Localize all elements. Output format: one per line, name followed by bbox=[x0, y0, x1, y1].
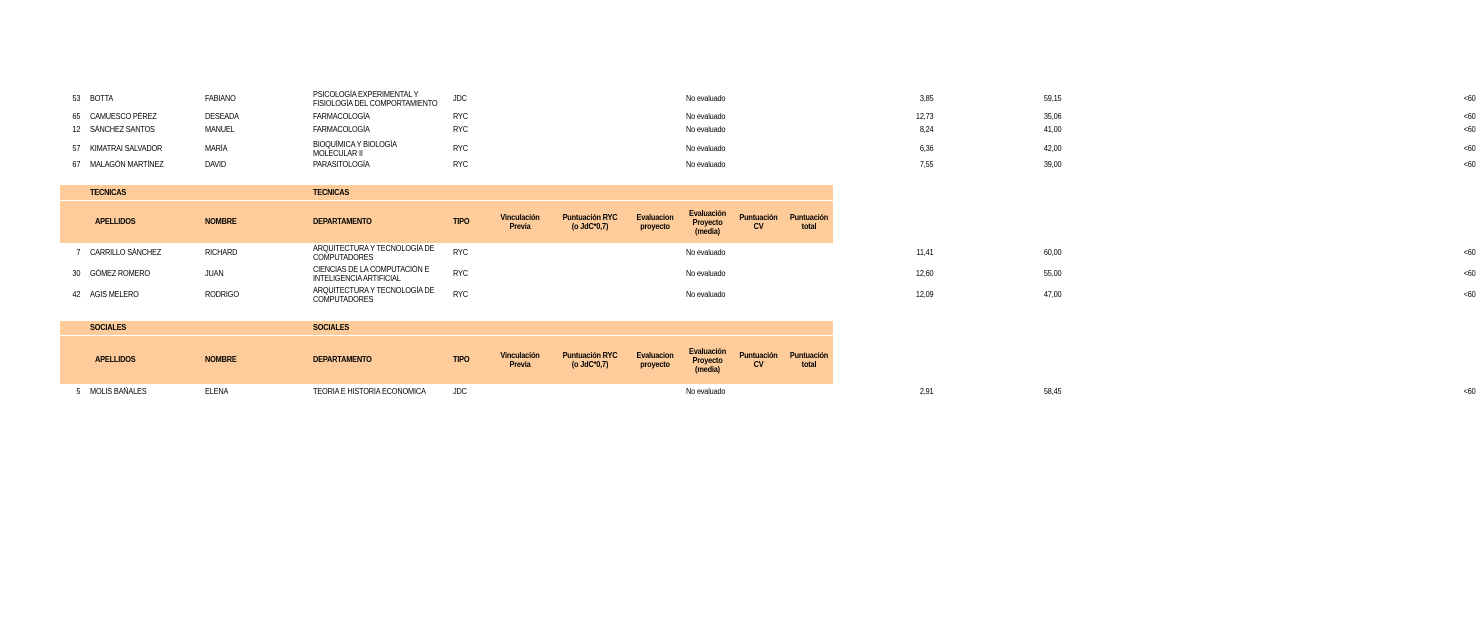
column-header-band bbox=[60, 201, 833, 243]
header-nombre: NOMBRE bbox=[205, 355, 237, 364]
departamento-cell: MOLECULAR II bbox=[313, 149, 363, 158]
nombre-cell: RODRIGO bbox=[205, 290, 239, 299]
evaluacion-media-cell: No evaluado bbox=[686, 112, 726, 121]
header-puntuacion-cv: CV bbox=[753, 360, 764, 369]
header-evaluacion-media: (media) bbox=[695, 364, 720, 374]
apellidos-cell: SÁNCHEZ SANTOS bbox=[90, 125, 155, 134]
apellidos-cell: BOTTA bbox=[90, 94, 114, 103]
nombre-cell: ELENA bbox=[205, 387, 229, 396]
header-puntuacion-ryc: Puntuación RYC bbox=[562, 351, 618, 360]
tipo-cell: JDC bbox=[453, 387, 467, 396]
departamento-cell: COMPUTADORES bbox=[313, 295, 374, 304]
header-tipo: TIPO bbox=[453, 217, 470, 226]
section-title-left: SOCIALES bbox=[90, 323, 127, 332]
header-puntuacion-cv: Puntuación bbox=[739, 213, 778, 222]
puntuacion-ryc-cell: 58,45 bbox=[1043, 387, 1062, 396]
puntuacion-ryc-cell: 60,00 bbox=[1043, 248, 1062, 257]
header-evaluacion-proyecto: proyecto bbox=[640, 360, 670, 369]
row-number: 7 bbox=[76, 248, 81, 257]
vinculacion-cell: 6,36 bbox=[919, 144, 934, 153]
header-evaluacion-media: Evaluación bbox=[688, 208, 727, 218]
puntuacion-total-cell: <60 bbox=[1463, 144, 1476, 153]
vinculacion-cell: 7,55 bbox=[919, 160, 934, 169]
tipo-cell: JDC bbox=[453, 94, 467, 103]
departamento-cell: INTELIGENCIA ARTIFICIAL bbox=[313, 274, 401, 283]
nombre-cell: JUAN bbox=[205, 269, 224, 278]
row-number: 57 bbox=[72, 144, 81, 153]
header-apellidos: APELLIDOS bbox=[95, 355, 136, 364]
apellidos-cell: CAMUESCO PÉREZ bbox=[90, 112, 157, 121]
puntuacion-total-cell: <60 bbox=[1463, 269, 1476, 278]
vinculacion-cell: 12,73 bbox=[915, 112, 934, 121]
nombre-cell: MANUEL bbox=[205, 125, 235, 134]
puntuacion-ryc-cell: 42,00 bbox=[1043, 144, 1062, 153]
evaluacion-media-cell: No evaluado bbox=[686, 248, 726, 257]
header-vinculacion: Vinculación bbox=[500, 351, 540, 360]
puntuacion-total-cell: <60 bbox=[1463, 94, 1476, 103]
header-puntuacion-total: Puntuación bbox=[789, 213, 829, 222]
row-number: 53 bbox=[72, 94, 81, 103]
puntuacion-ryc-cell: 39,00 bbox=[1043, 160, 1062, 169]
header-evaluacion-proyecto: proyecto bbox=[640, 222, 670, 231]
puntuacion-ryc-cell: 55,00 bbox=[1043, 269, 1062, 278]
row-number: 65 bbox=[72, 112, 81, 121]
apellidos-cell: MOLIS BAÑALES bbox=[90, 387, 147, 396]
tipo-cell: RYC bbox=[453, 269, 468, 278]
apellidos-cell: MALAGÓN MARTÍNEZ bbox=[90, 160, 164, 169]
header-evaluacion-proyecto: Evaluacion bbox=[636, 213, 674, 222]
row-number: 42 bbox=[72, 290, 81, 299]
evaluacion-media-cell: No evaluado bbox=[686, 387, 726, 396]
puntuacion-total-cell: <60 bbox=[1463, 387, 1476, 396]
vinculacion-cell: 8,24 bbox=[919, 125, 934, 134]
row-number: 67 bbox=[72, 160, 81, 169]
departamento-cell: BIOQUÍMICA Y BIOLOGÍA bbox=[313, 140, 397, 149]
header-nombre: NOMBRE bbox=[205, 217, 237, 226]
row-number: 5 bbox=[76, 387, 81, 396]
puntuacion-ryc-cell: 35,06 bbox=[1043, 112, 1062, 121]
evaluacion-media-cell: No evaluado bbox=[686, 125, 726, 134]
header-evaluacion-media: Proyecto bbox=[692, 355, 723, 365]
header-evaluacion-media: Evaluación bbox=[688, 346, 727, 356]
evaluacion-media-cell: No evaluado bbox=[686, 160, 726, 169]
section-title-band bbox=[60, 321, 833, 335]
departamento-cell: PSICOLOGÍA EXPERIMENTAL Y bbox=[313, 90, 419, 99]
departamento-cell: ARQUITECTURA Y TECNOLOGÍA DE bbox=[313, 286, 435, 295]
header-tipo: TIPO bbox=[453, 355, 470, 364]
column-header-band bbox=[60, 336, 833, 384]
puntuacion-total-cell: <60 bbox=[1463, 248, 1476, 257]
apellidos-cell: KIMATRAI SALVADOR bbox=[90, 144, 163, 153]
table-row bbox=[60, 89, 1476, 109]
departamento-cell: COMPUTADORES bbox=[313, 253, 374, 262]
section-title-right: TECNICAS bbox=[313, 188, 350, 197]
vinculacion-cell: 11,41 bbox=[916, 248, 934, 257]
evaluacion-media-cell: No evaluado bbox=[686, 290, 726, 299]
table-row bbox=[60, 286, 1476, 304]
puntuacion-ryc-cell: 59,15 bbox=[1043, 94, 1062, 103]
header-departamento: DEPARTAMENTO bbox=[313, 217, 372, 226]
apellidos-cell: AGIS MELERO bbox=[90, 290, 139, 299]
departamento-cell: CIENCIAS DE LA COMPUTACIÓN E bbox=[313, 265, 430, 274]
table-row bbox=[60, 244, 1476, 262]
vinculacion-cell: 12,09 bbox=[915, 290, 934, 299]
section-title-left: TECNICAS bbox=[90, 188, 127, 197]
header-puntuacion-ryc: (o JdC*0,7) bbox=[571, 360, 609, 369]
nombre-cell: MARÍA bbox=[205, 144, 228, 153]
puntuacion-total-cell: <60 bbox=[1463, 112, 1476, 121]
tipo-cell: RYC bbox=[453, 112, 468, 121]
header-evaluacion-media: (media) bbox=[695, 226, 720, 236]
puntuacion-total-cell: <60 bbox=[1463, 160, 1476, 169]
row-number: 30 bbox=[72, 269, 81, 278]
puntuacion-total-cell: <60 bbox=[1463, 290, 1476, 299]
header-evaluacion-proyecto: Evaluacion bbox=[636, 351, 674, 360]
vinculacion-cell: 2,91 bbox=[919, 387, 934, 396]
departamento-cell: TEORIA E HISTORIA ECONOMICA bbox=[313, 387, 426, 396]
table-row bbox=[60, 385, 1476, 399]
evaluacion-media-cell: No evaluado bbox=[686, 94, 726, 103]
departamento-cell: FARMACOLOGÍA bbox=[313, 112, 370, 121]
section-title-right: SOCIALES bbox=[313, 323, 350, 332]
table-row bbox=[60, 265, 1476, 283]
header-puntuacion-ryc: (o JdC*0,7) bbox=[571, 222, 609, 231]
header-puntuacion-total: total bbox=[801, 360, 817, 369]
table-row bbox=[60, 159, 1476, 171]
evaluacion-media-cell: No evaluado bbox=[686, 269, 726, 278]
tipo-cell: RYC bbox=[453, 248, 468, 257]
tipo-cell: RYC bbox=[453, 125, 468, 134]
header-puntuacion-total: Puntuación bbox=[789, 351, 829, 360]
departamento-cell: ARQUITECTURA Y TECNOLOGÍA DE bbox=[313, 244, 435, 253]
tipo-cell: RYC bbox=[453, 290, 468, 299]
tipo-cell: RYC bbox=[453, 144, 468, 153]
vinculacion-cell: 12,60 bbox=[915, 269, 934, 278]
header-puntuacion-cv: Puntuación bbox=[739, 351, 778, 360]
departamento-cell: FISIOLOGÍA DEL COMPORTAMIENTO bbox=[313, 99, 438, 108]
nombre-cell: RICHARD bbox=[205, 248, 238, 257]
departamento-cell: FARMACOLOGÍA bbox=[313, 125, 370, 134]
row-number: 12 bbox=[72, 125, 81, 134]
puntuacion-ryc-cell: 47,00 bbox=[1043, 290, 1062, 299]
table-row bbox=[60, 112, 1476, 122]
header-vinculacion: Previa bbox=[509, 360, 531, 369]
nombre-cell: DAVID bbox=[205, 160, 227, 169]
vinculacion-cell: 3,85 bbox=[919, 94, 934, 103]
section-title-band bbox=[60, 185, 833, 200]
header-puntuacion-total: total bbox=[801, 222, 817, 231]
nombre-cell: DESEADA bbox=[205, 112, 239, 121]
header-puntuacion-ryc: Puntuación RYC bbox=[562, 213, 618, 222]
table-row bbox=[60, 140, 1476, 158]
header-puntuacion-cv: CV bbox=[753, 222, 764, 231]
header-vinculacion: Vinculación bbox=[500, 213, 540, 222]
departamento-cell: PARASITOLOGÍA bbox=[313, 160, 370, 169]
apellidos-cell: CARRILLO SÁNCHEZ bbox=[90, 248, 162, 257]
header-apellidos: APELLIDOS bbox=[95, 217, 136, 226]
tipo-cell: RYC bbox=[453, 160, 468, 169]
nombre-cell: FABIANO bbox=[205, 94, 236, 103]
evaluacion-media-cell: No evaluado bbox=[686, 144, 726, 153]
apellidos-cell: GÓMEZ ROMERO bbox=[90, 269, 150, 278]
table-row bbox=[60, 125, 1476, 135]
header-vinculacion: Previa bbox=[509, 222, 531, 231]
header-evaluacion-media: Proyecto bbox=[692, 217, 723, 227]
puntuacion-total-cell: <60 bbox=[1463, 125, 1476, 134]
header-departamento: DEPARTAMENTO bbox=[313, 355, 372, 364]
puntuacion-ryc-cell: 41,00 bbox=[1043, 125, 1062, 134]
